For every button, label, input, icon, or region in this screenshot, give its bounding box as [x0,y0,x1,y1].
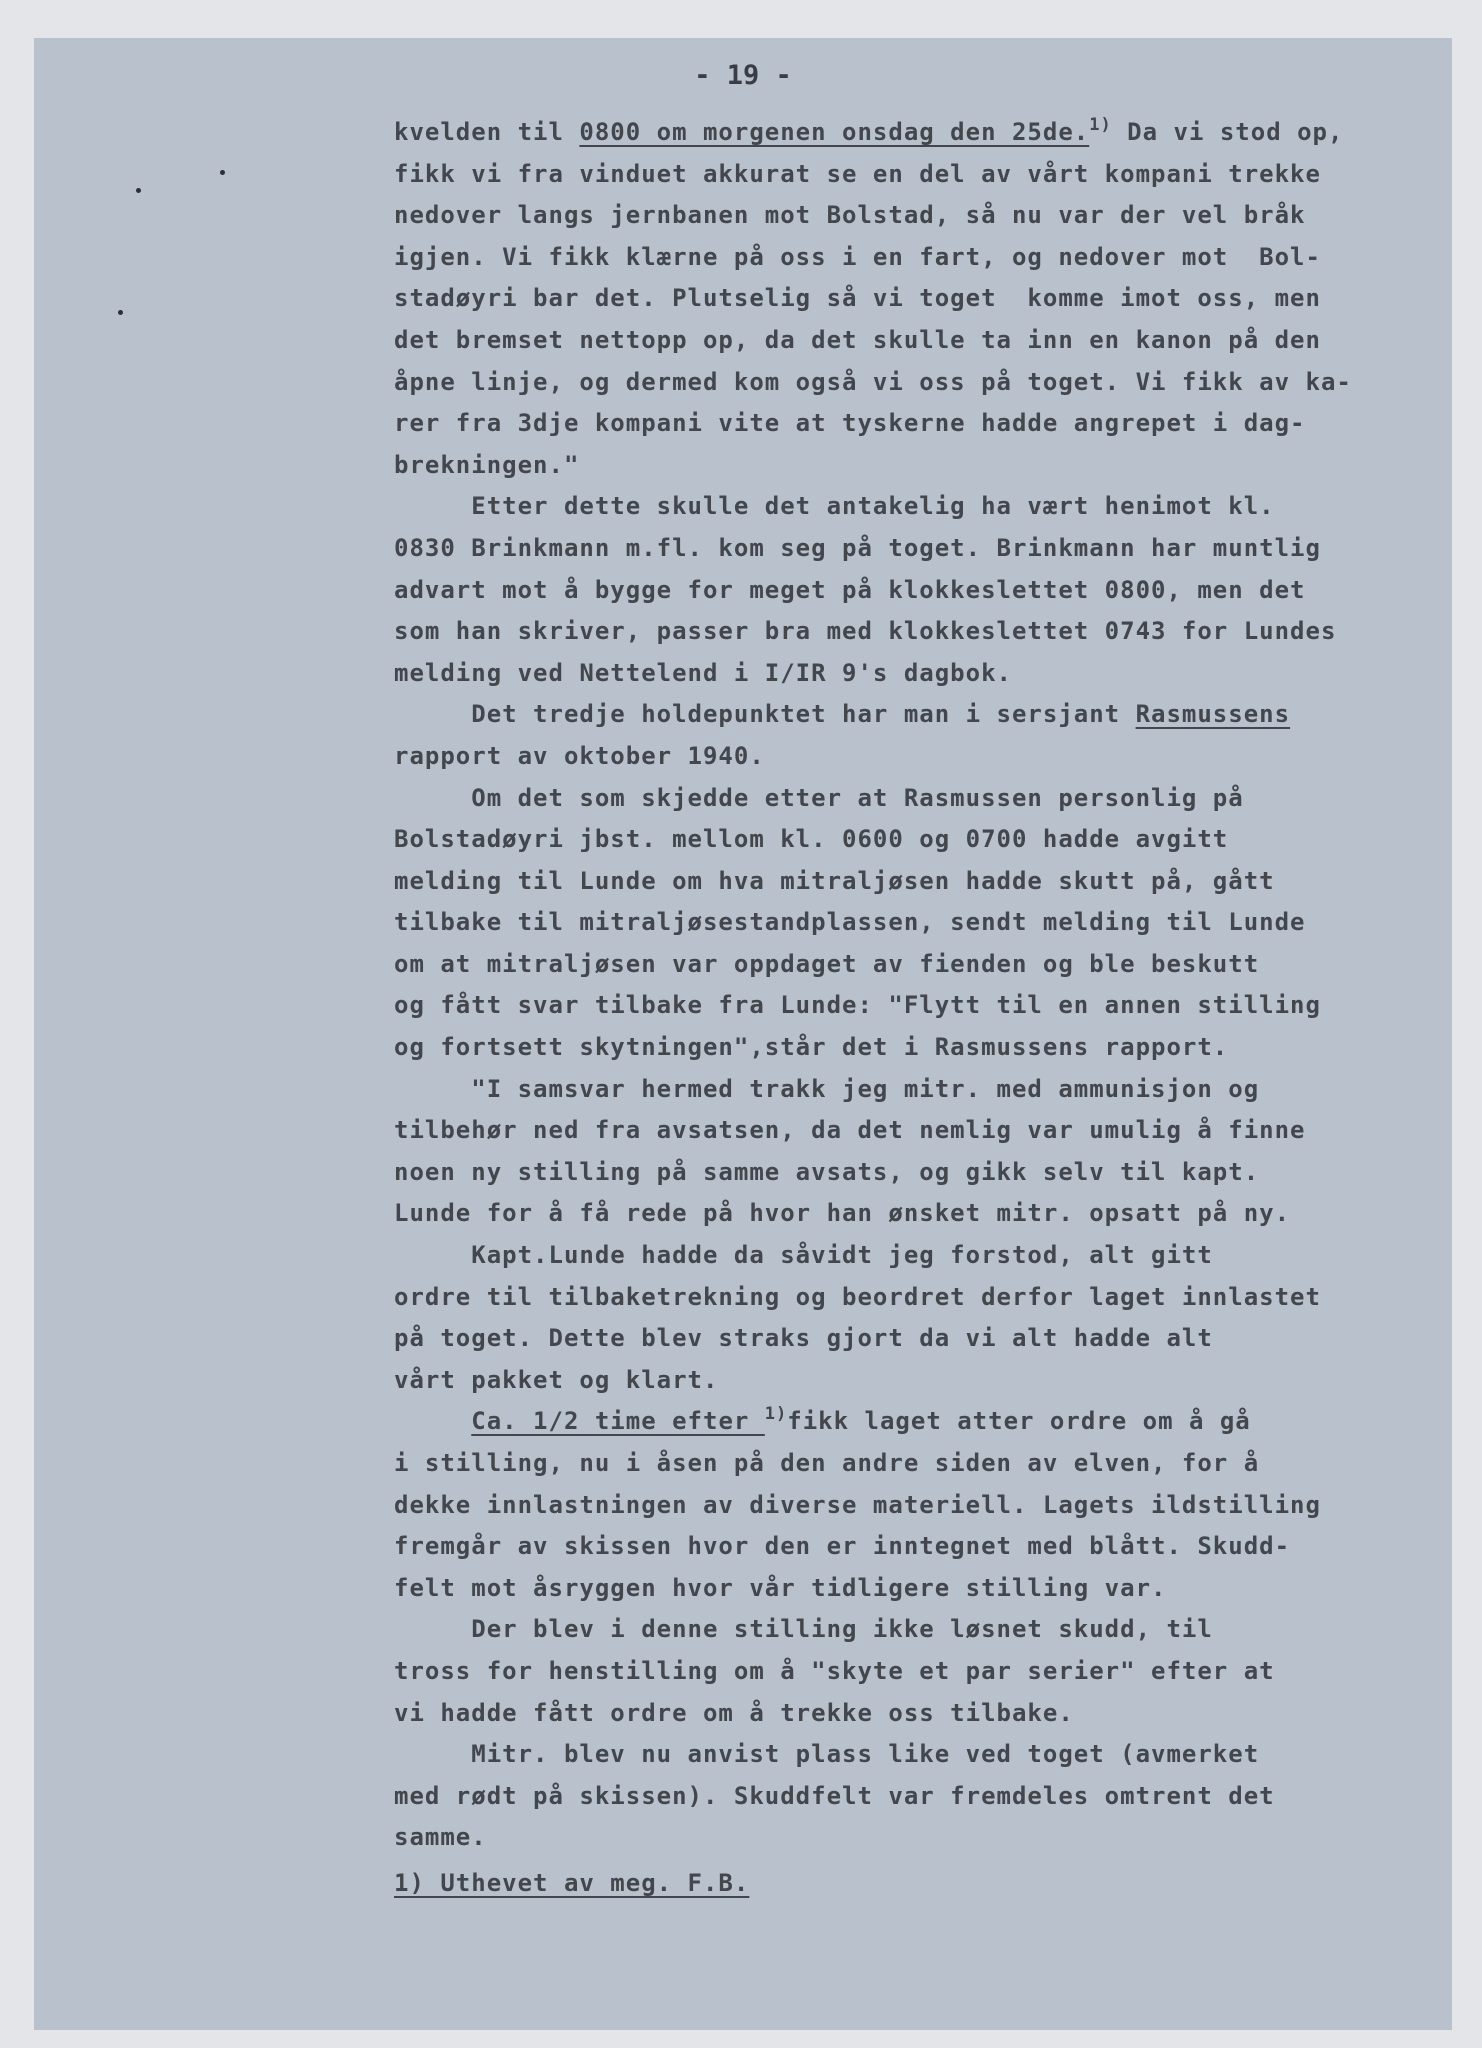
text-line: dekke innlastningen av diverse materiell. Lagets ildstilling [394,1490,1321,1519]
text-line: og fått svar tilbake fra Lunde: "Flytt til en annen stilling [394,991,1321,1020]
text-line: om at mitraljøsen var oppdaget av fienden og ble beskutt [394,949,1260,978]
margin-mark [118,310,123,315]
text-line: tross for henstilling om å "skyte et par serier" efter at [394,1656,1275,1685]
text-line: Mitr. blev nu anvist plass like ved toget (avmerket [394,1740,1260,1769]
text-line: Kapt.Lunde hadde da såvidt jeg forstod, alt gitt [394,1241,1213,1270]
text-line: på toget. Dette blev straks gjort da vi alt hadde alt [394,1324,1213,1353]
text-line: Om det som skjedde etter at Rasmussen personlig på [394,783,1244,812]
text-line: fikk vi fra vinduet akkurat se en del av vårt kompani trekke [394,159,1321,188]
text-line: vårt pakket og klart. [394,1365,719,1394]
underlined-text: Rasmussens [1135,700,1291,729]
text-line: ordre til tilbaketrekning og beordret derfor laget innlastet [394,1282,1321,1311]
text-line: og fortsett skytningen",står det i Rasmussens rapport. [394,1033,1229,1062]
text-line: "I samsvar hermed trakk jeg mitr. med ammunisjon og [394,1074,1260,1103]
text-line: 0830 Brinkmann m.fl. kom seg på toget. Brinkmann har muntlig [394,533,1321,562]
footnote-marker: 1) [764,1404,788,1425]
text-line: melding ved Nettelend i I/IR 9's dagbok. [394,658,1012,687]
text-line: rapport av oktober 1940. [394,741,765,770]
text-segment: fikk laget atter ordre om å gå [787,1407,1251,1436]
text-line: åpne linje, og dermed kom også vi oss på toget. Vi fikk av ka- [394,367,1352,396]
margin-mark [220,170,225,175]
text-line: i stilling, nu i åsen på den andre siden av elven, for å [394,1449,1260,1477]
text-line: vi hadde fått ordre om å trekke oss tilbake. [394,1698,1074,1727]
text-line: tilbake til mitraljøsestandplassen, sendt melding til Lunde [394,908,1306,937]
text-line: advart mot å bygge for meget på klokkeslettet 0800, men det [394,575,1306,604]
page-number: - 19 - [694,60,792,91]
text-segment: kvelden til [394,118,580,146]
footnote: 1) Uthevet av meg. F.B. [394,1868,750,1897]
underlined-text: Ca. 1/2 time efter [471,1407,765,1436]
document-page [34,38,1452,2030]
text-line: Bolstadøyri jbst. mellom kl. 0600 og 0700 hadde avgitt [394,825,1229,854]
text-line: felt mot åsryggen hvor vår tidligere stilling var. [394,1573,1167,1602]
text-line: igjen. Vi fikk klærne på oss i en fart, og nedover mot Bol- [394,242,1321,271]
text-line: Etter dette skulle det antakelig ha vært henimot kl. [394,492,1275,521]
footnote-marker: 1) [1089,115,1112,135]
text-segment: Det tredje holdepunktet har man i sersjant [394,700,1136,729]
text-line: nedover langs jernbanen mot Bolstad, så nu var der vel bråk [394,201,1306,230]
text-line [394,1401,1452,1443]
text-line [394,694,1452,736]
underlined-text: 0800 om morgenen onsdag den 25de. [579,118,1090,146]
text-line [394,112,1452,154]
text-segment: Da vi stod op, [1111,118,1344,146]
text-segment [394,1407,471,1435]
text-line: fremgår av skissen hvor den er inntegnet med blått. Skudd- [394,1532,1291,1561]
margin-mark [136,188,141,193]
text-line: tilbehør ned fra avsatsen, da det nemlig var umulig å finne [394,1116,1306,1145]
body-text [394,112,1452,1905]
text-line: som han skriver, passer bra med klokkeslettet 0743 for Lundes [394,617,1337,646]
text-line: brekningen." [394,450,580,479]
text-line: Lunde for å få rede på hvor han ønsket mitr. opsatt på ny. [394,1199,1291,1228]
text-line: stadøyri bar det. Plutselig så vi toget komme imot oss, men [394,284,1321,313]
text-line: samme. [394,1823,487,1852]
text-line: det bremset nettopp op, da det skulle ta inn en kanon på den [394,325,1321,354]
text-line: noen ny stilling på samme avsats, og gikk selv til kapt. [394,1157,1260,1186]
text-line: melding til Lunde om hva mitraljøsen hadde skutt på, gått [394,866,1275,895]
text-line: Der blev i denne stilling ikke løsnet skudd, til [394,1615,1213,1644]
text-line: rer fra 3dje kompani vite at tyskerne hadde angrepet i dag- [394,409,1306,438]
text-line: med rødt på skissen). Skuddfelt var fremdeles omtrent det [394,1781,1275,1810]
